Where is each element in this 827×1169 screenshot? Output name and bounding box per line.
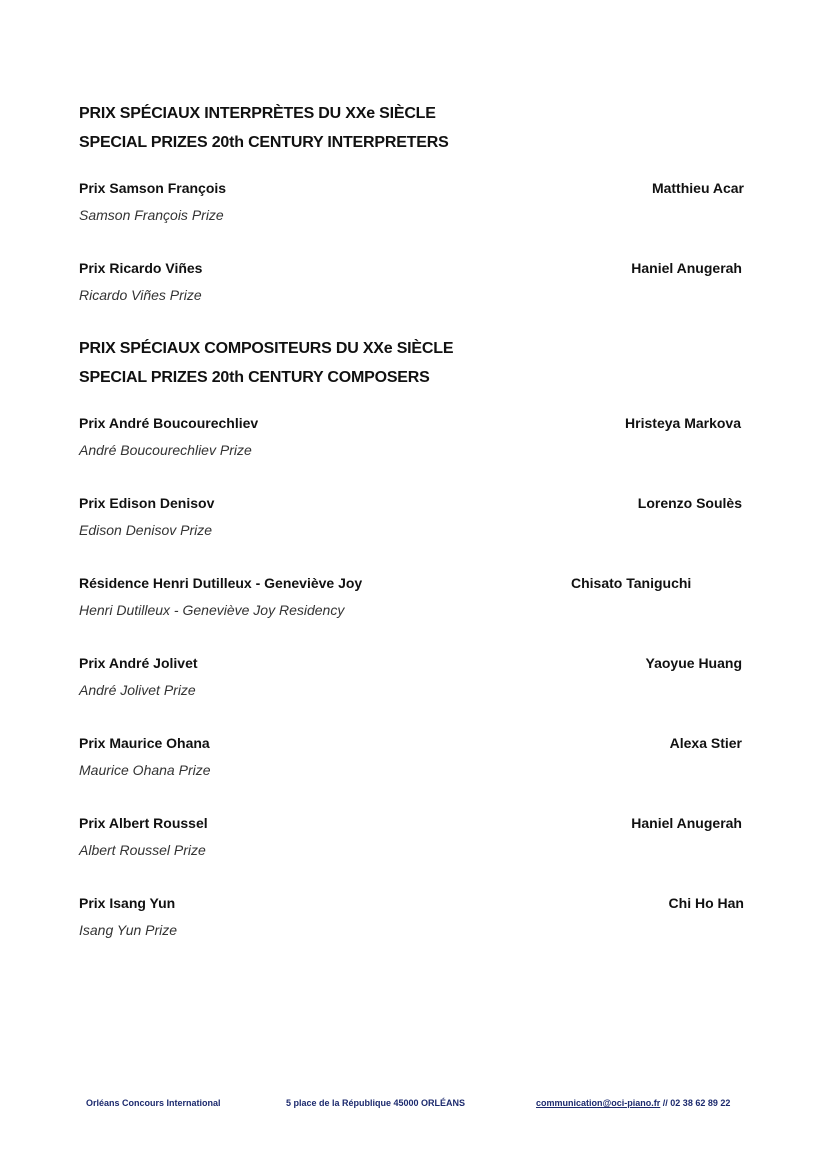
prize-name-en: Ricardo Viñes Prize bbox=[79, 287, 202, 303]
prize-name-en: Edison Denisov Prize bbox=[79, 522, 213, 538]
footer-email-link[interactable]: communication@oci-piano.fr bbox=[536, 1098, 661, 1108]
prize-name-fr: Prix Isang Yun bbox=[79, 895, 176, 911]
prize-name-en: Albert Roussel Prize bbox=[79, 842, 206, 858]
prize-name-en: Henri Dutilleux - Geneviève Joy Residency bbox=[79, 602, 345, 618]
prize-name-fr: Prix André Jolivet bbox=[79, 655, 198, 671]
prize-name-en: Samson François Prize bbox=[79, 207, 224, 223]
section-title-fr-interpreters: PRIX SPÉCIAUX INTERPRÈTES DU XXe SIÈCLE bbox=[79, 105, 436, 122]
prize-name-en: André Boucourechliev Prize bbox=[79, 442, 252, 458]
prize-row-jolivet bbox=[79, 655, 744, 705]
prize-winner: Yaoyue Huang bbox=[645, 655, 742, 671]
prize-name-fr: Prix Samson François bbox=[79, 180, 227, 196]
prize-row-boucourechliev bbox=[79, 415, 744, 465]
section-title-en-interpreters: SPECIAL PRIZES 20th CENTURY INTERPRETERS bbox=[79, 134, 449, 151]
prize-row-ricardo-vines bbox=[79, 260, 744, 310]
prize-winner: Lorenzo Soulès bbox=[637, 495, 742, 511]
footer-phone: // 02 38 62 89 22 bbox=[660, 1098, 731, 1108]
prize-row-denisov bbox=[79, 495, 744, 545]
footer-organization: Orléans Concours International bbox=[86, 1098, 221, 1108]
prize-name-fr: Prix Ricardo Viñes bbox=[79, 260, 203, 276]
prize-winner: Alexa Stier bbox=[669, 735, 742, 751]
prize-name-fr: Prix Edison Denisov bbox=[79, 495, 215, 511]
prize-winner: Haniel Anugerah bbox=[631, 815, 742, 831]
prize-name-en: André Jolivet Prize bbox=[79, 682, 196, 698]
prize-row-dutilleux-joy bbox=[79, 575, 744, 625]
prize-row-isang-yun bbox=[79, 895, 744, 945]
prize-winner: Matthieu Acar bbox=[651, 180, 744, 196]
prize-name-fr: Prix Maurice Ohana bbox=[79, 735, 210, 751]
prize-name-fr: Résidence Henri Dutilleux - Geneviève Joy bbox=[79, 575, 363, 591]
section-title-en-composers: SPECIAL PRIZES 20th CENTURY COMPOSERS bbox=[79, 369, 430, 386]
prize-winner: Haniel Anugerah bbox=[631, 260, 742, 276]
footer-contact bbox=[536, 1098, 730, 1108]
prize-name-fr: Prix Albert Roussel bbox=[79, 815, 208, 831]
section-title-fr-composers: PRIX SPÉCIAUX COMPOSITEURS DU XXe SIÈCLE bbox=[79, 340, 454, 357]
prize-row-roussel bbox=[79, 815, 744, 865]
prize-name-en: Maurice Ohana Prize bbox=[79, 762, 211, 778]
footer-address: 5 place de la République 45000 ORLÉANS bbox=[286, 1098, 466, 1108]
prize-winner: Chi Ho Han bbox=[668, 895, 744, 911]
prize-name-fr: Prix André Boucourechliev bbox=[79, 415, 259, 431]
prize-winner: Chisato Taniguchi bbox=[571, 575, 692, 591]
prize-row-samson-francois bbox=[79, 180, 744, 230]
prize-winner: Hristeya Markova bbox=[625, 415, 741, 431]
prize-row-ohana bbox=[79, 735, 744, 785]
prize-name-en: Isang Yun Prize bbox=[79, 922, 178, 938]
